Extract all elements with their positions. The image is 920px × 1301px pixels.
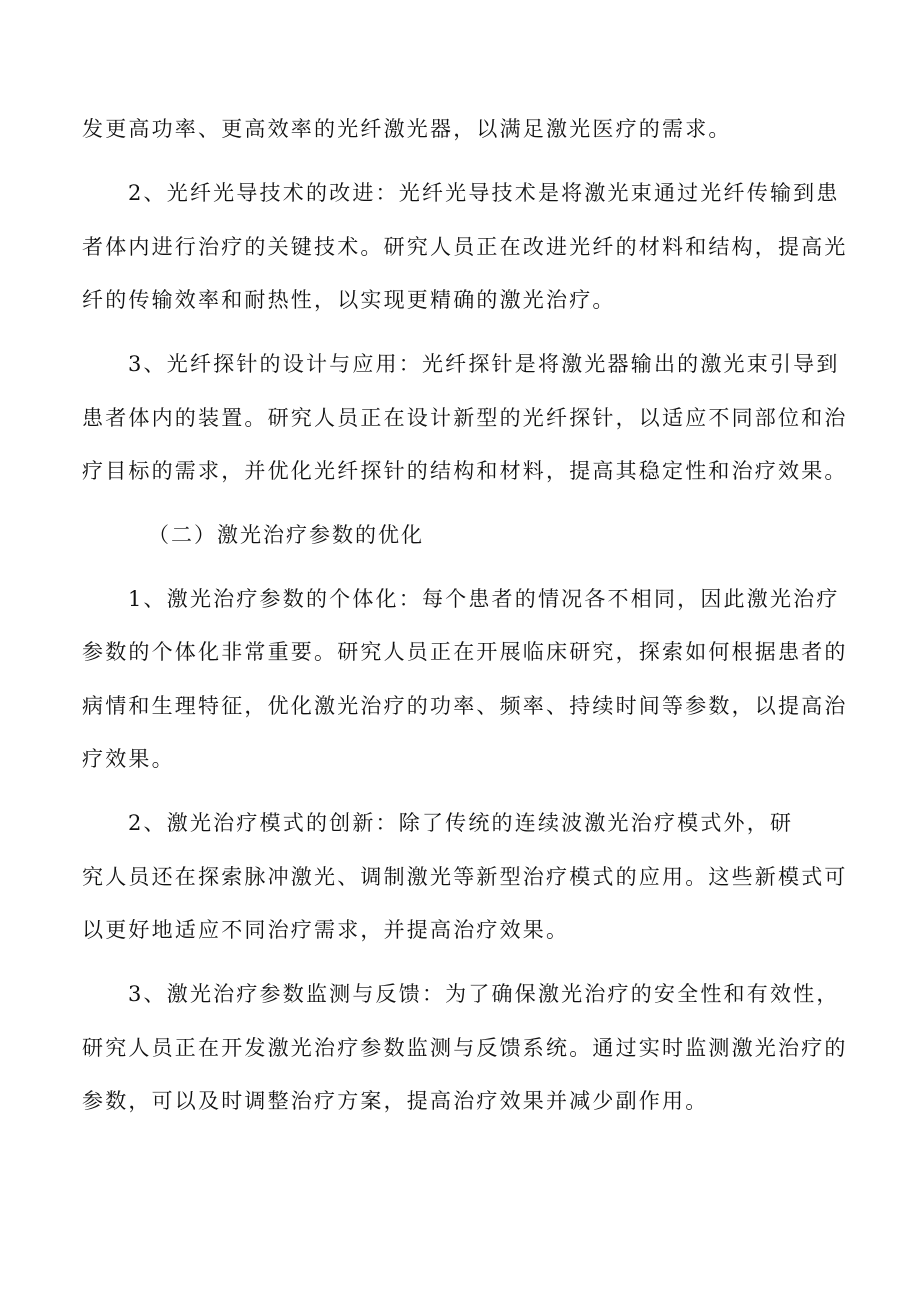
text-line: 3、激光治疗参数监测与反馈：为了确保激光治疗的安全性和有效性，	[128, 982, 840, 1006]
text-line: 疗效果。	[82, 747, 175, 771]
text-line: 病情和生理特征，优化激光治疗的功率、频率、持续时间等参数，以提高治	[82, 694, 848, 718]
text-line: 3、光纤探针的设计与应用：光纤探针是将激光器输出的激光束引导到	[128, 352, 840, 376]
text-line: 参数的个体化非常重要。研究人员正在开展临床研究，探索如何根据患者的	[82, 640, 848, 664]
text-line: 患者体内的装置。研究人员正在设计新型的光纤探针，以适应不同部位和治	[82, 406, 848, 430]
text-line: 发更高功率、更高效率的光纤激光器，以满足激光医疗的需求。	[82, 117, 732, 141]
text-line: 者体内进行治疗的关键技术。研究人员正在改进光纤的材料和结构，提高光	[82, 235, 848, 259]
text-line: 1、激光治疗参数的个体化：每个患者的情况各不相同，因此激光治疗	[128, 587, 840, 611]
text-line: 2、激光治疗模式的创新：除了传统的连续波激光治疗模式外，研	[128, 811, 794, 835]
text-line: 疗目标的需求，并优化光纤探针的结构和材料，提高其稳定性和治疗效果。	[82, 459, 848, 483]
section-heading: （二）激光治疗参数的优化	[148, 523, 424, 547]
text-line: 以更好地适应不同治疗需求，并提高治疗效果。	[82, 918, 570, 942]
text-line: 2、光纤光导技术的改进：光纤光导技术是将激光束通过光纤传输到患	[128, 181, 840, 205]
text-line: 参数，可以及时调整治疗方案，提高治疗效果并减少副作用。	[82, 1089, 709, 1113]
text-line: 究人员还在探索脉冲激光、调制激光等新型治疗模式的应用。这些新模式可	[82, 865, 848, 889]
text-line: 研究人员正在开发激光治疗参数监测与反馈系统。通过实时监测激光治疗的	[82, 1036, 848, 1060]
text-line: 纤的传输效率和耐热性，以实现更精确的激光治疗。	[82, 288, 616, 312]
